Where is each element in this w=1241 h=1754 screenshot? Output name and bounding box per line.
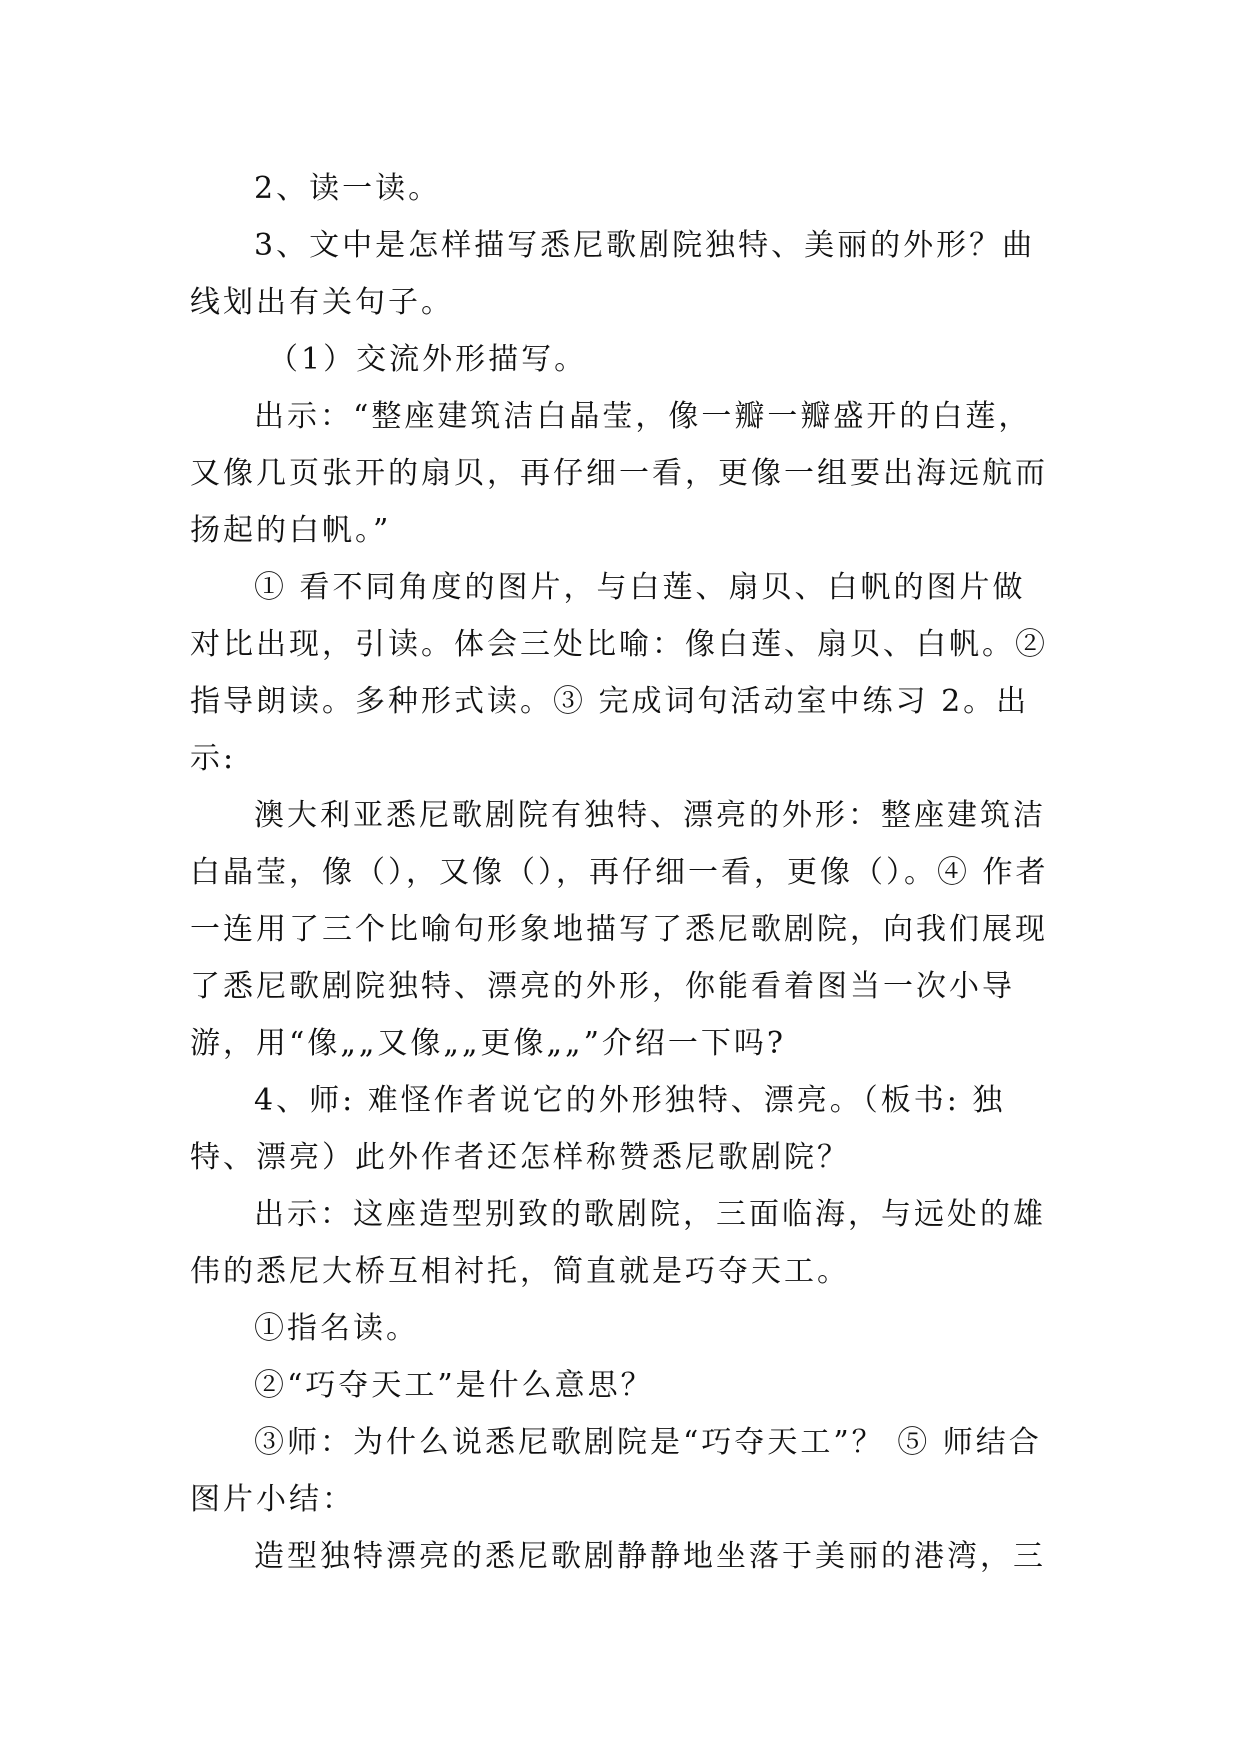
paragraph-step-1: ①指名读。: [254, 1311, 419, 1346]
paragraph-steps: ① 看不同角度的图片，与白莲、扇贝、白帆的图片做对比出现，引读。体会三处比喻：像白莲、扇贝、白帆。② 指导朗读。多种形式读。③ 完成词句活动室中练习 2。出示:: [190, 570, 1048, 776]
paragraph-fill-in-exercise: 澳大利亚悉尼歌剧院有独特、漂亮的外形：整座建筑洁白晶莹，像（），又像（），再仔细一看，更像（）。④ 作者一连用了三个比喻句形象地描写了悉尼歌剧院，向我们展现了悉尼歌剧院独特、漂亮的外形，你能看着图当一次小导游，用“像„„又像„„更像„„”介绍一下吗?: [190, 798, 1049, 1061]
paragraph-step-2: ②“巧夺天工”是什么意思？: [254, 1368, 654, 1403]
paragraph-step-3: ③师：为什么说悉尼歌剧院是“巧夺天工”？ ⑤ 师结合图片小结：: [190, 1425, 1042, 1517]
paragraph-read-aloud: 2、读一读。: [254, 171, 442, 206]
paragraph-question-4: 4、师: 难怪作者说它的外形独特、漂亮。（板书: 独特、漂亮）此外作者还怎样称赞悉尼歌剧院？: [190, 1083, 1006, 1175]
document-body: [190, 160, 1050, 1585]
paragraph-question-3: 3、文中是怎样描写悉尼歌剧院独特、美丽的外形？曲线划出有关句子。: [190, 228, 1036, 320]
paragraph-show-sentence: 出示：这座造型别致的歌剧院，三面临海，与远处的雄伟的悉尼大桥互相衬托，简直就是巧夺天工。: [190, 1197, 1046, 1289]
paragraph-show-quote: 出示：“整座建筑洁白晶莹，像一瓣一瓣盛开的白莲，又像几页张开的扇贝，再仔细一看，更像一组要出海远航而扬起的白帆。”: [190, 399, 1048, 548]
paragraph-summary: 造型独特漂亮的悉尼歌剧静静地坐落于美丽的港湾，三: [254, 1539, 1046, 1574]
paragraph-exchange-description: （1）交流外形描写。: [268, 342, 588, 377]
